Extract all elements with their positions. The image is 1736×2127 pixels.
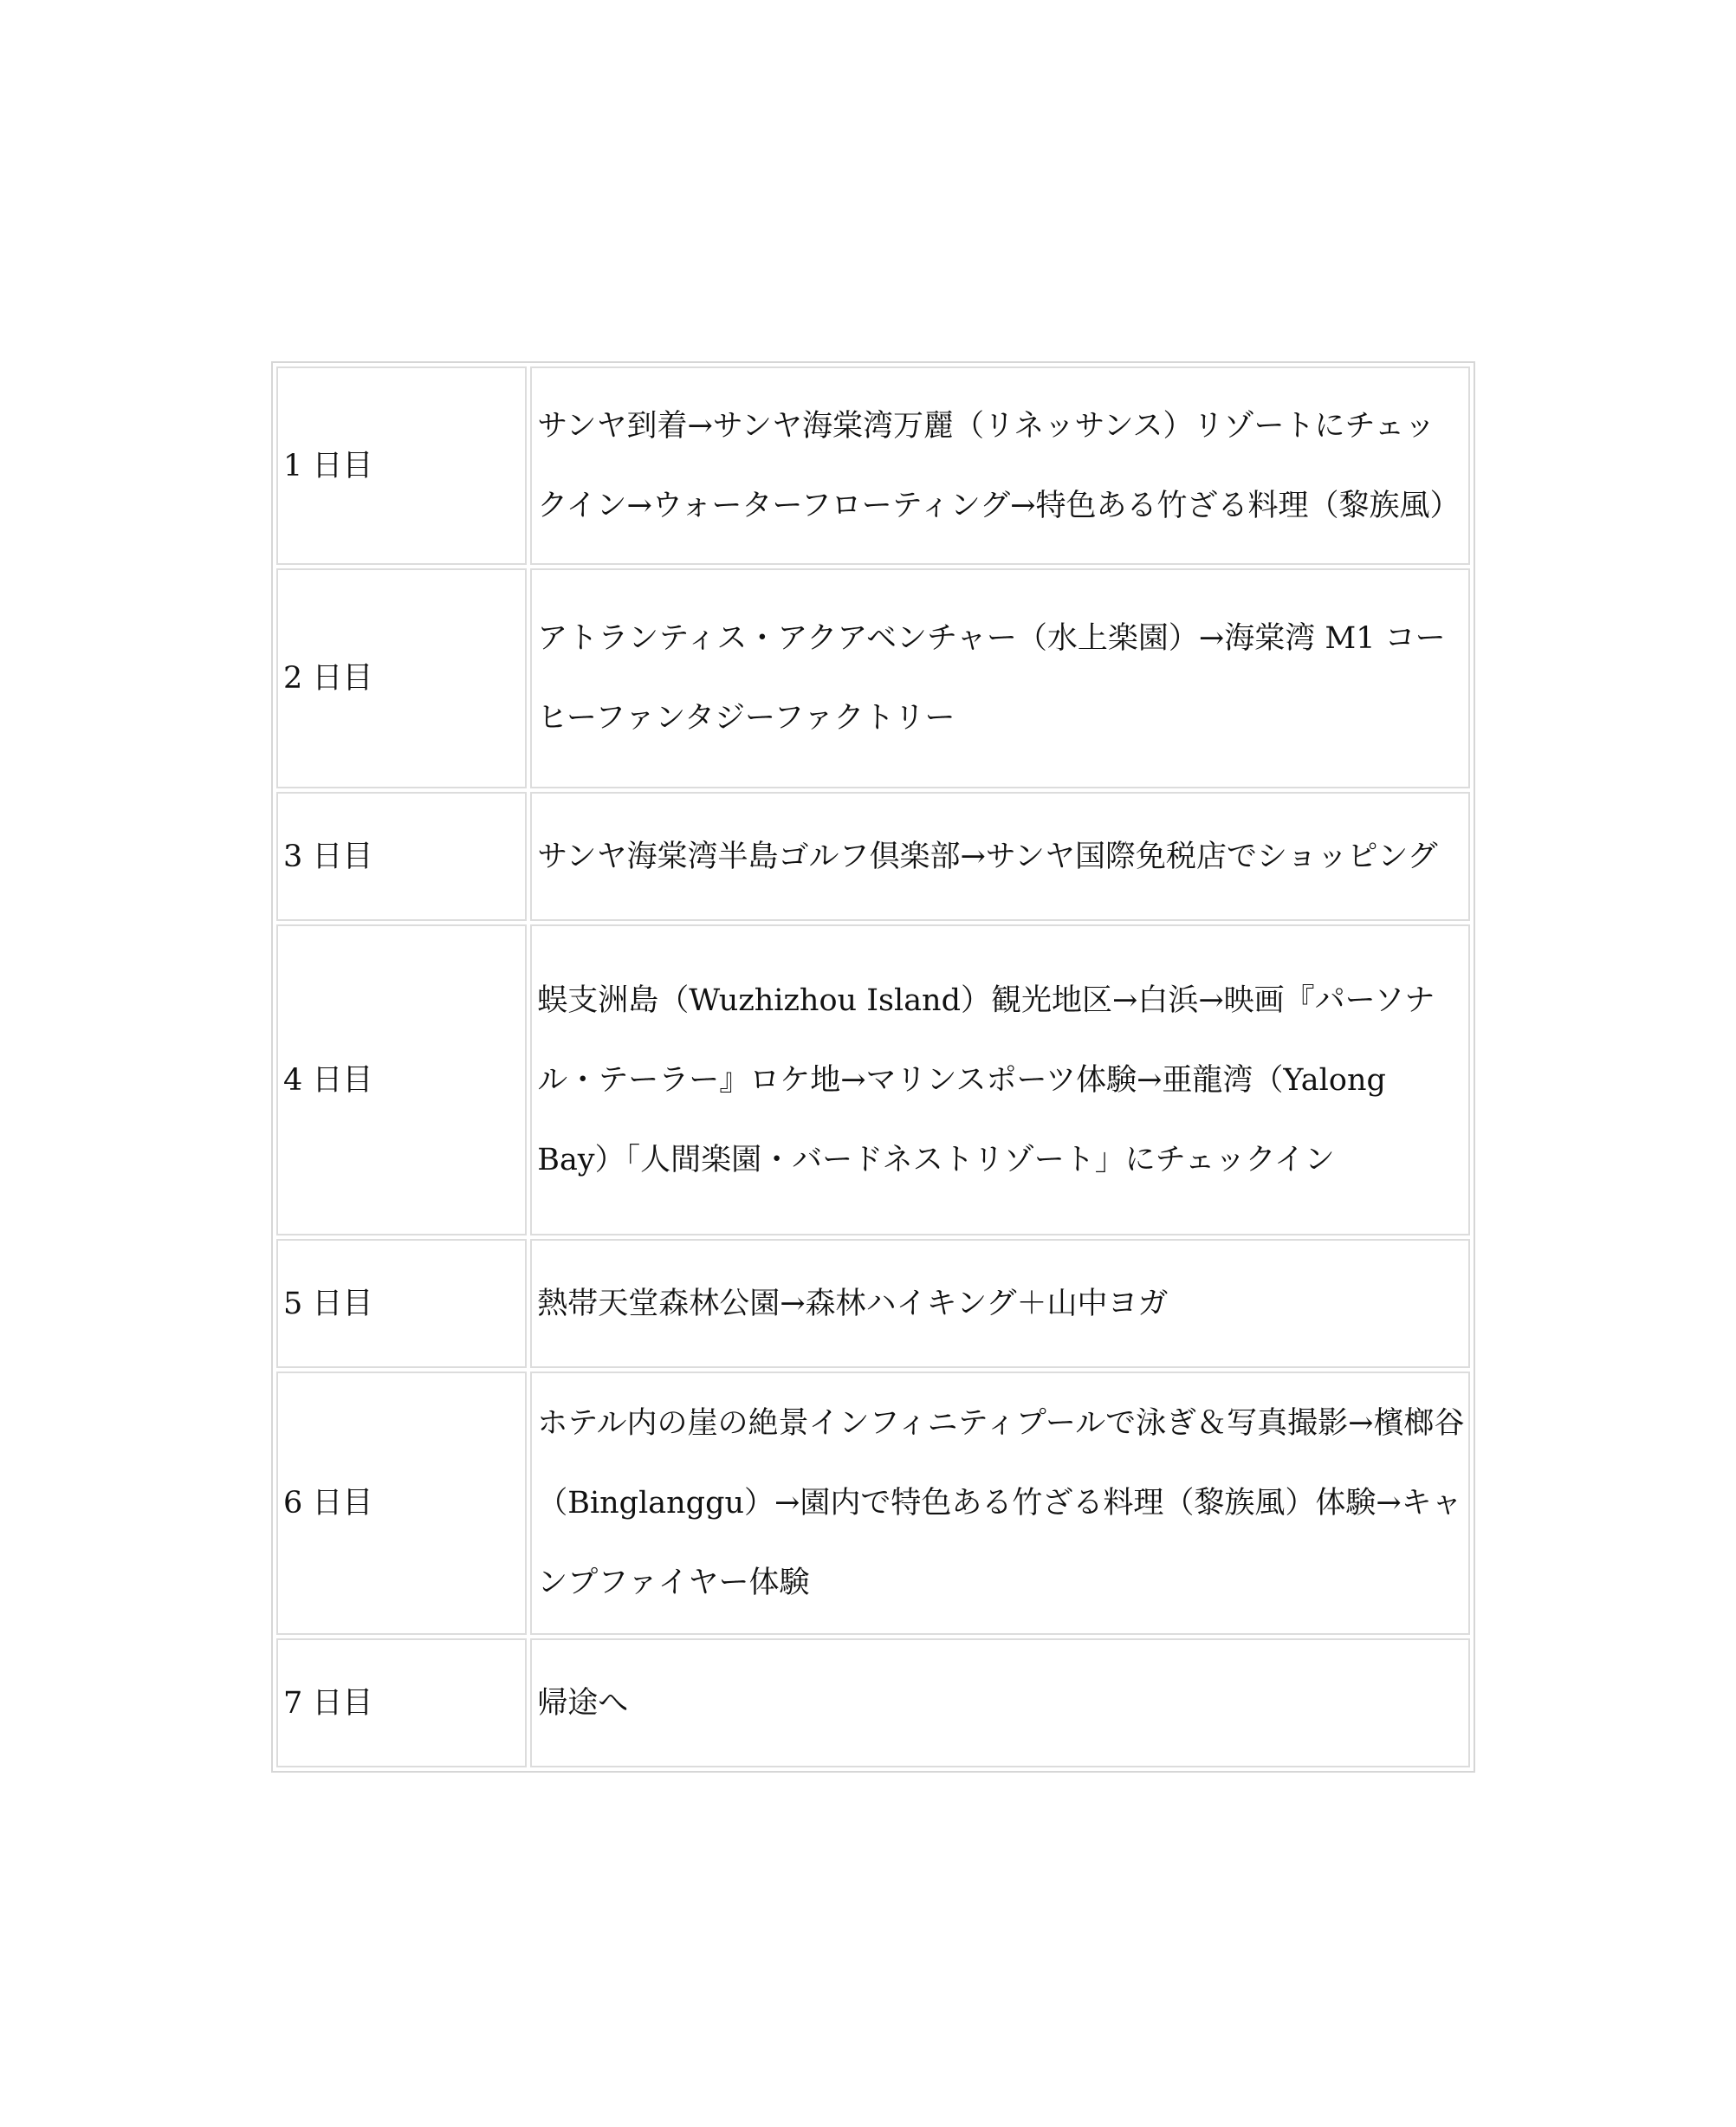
itinerary-row-day-4: [276, 924, 1470, 1235]
day-label: 6 日目: [276, 1372, 527, 1635]
day-plan: 帰途へ: [530, 1638, 1470, 1767]
day-plan: アトランティス・アクアベンチャー（水上楽園）→海棠湾 M1 コーヒーファンタジーファクトリー: [530, 568, 1470, 788]
itinerary-row-day-2: [276, 568, 1470, 788]
itinerary-row-day-6: [276, 1372, 1470, 1635]
itinerary-row-day-7: [276, 1638, 1470, 1767]
day-plan: サンヤ海棠湾半島ゴルフ倶楽部→サンヤ国際免税店でショッピング: [530, 792, 1470, 921]
day-plan: サンヤ到着→サンヤ海棠湾万麗（リネッサンス）リゾートにチェックイン→ウォーターフローティング→特色ある竹ざる料理（黎族風）: [530, 366, 1470, 565]
day-plan: ホテル内の崖の絶景インフィニティプールで泳ぎ＆写真撮影→檳榔谷（Binglanggu）→園内で特色ある竹ざる料理（黎族風）体験→キャンプファイヤー体験: [530, 1372, 1470, 1635]
day-label: 2 日目: [276, 568, 527, 788]
day-label: 4 日目: [276, 924, 527, 1235]
day-label: 5 日目: [276, 1239, 527, 1368]
day-label: 1 日目: [276, 366, 527, 565]
itinerary-row-day-1: [276, 366, 1470, 565]
day-plan: 熱帯天堂森林公園→森林ハイキング＋山中ヨガ: [530, 1239, 1470, 1368]
day-label: 3 日目: [276, 792, 527, 921]
itinerary-row-day-5: [276, 1239, 1470, 1368]
day-plan: 蜈支洲島（Wuzhizhou Island）観光地区→白浜→映画『パーソナル・テーラー』ロケ地→マリンスポーツ体験→亜龍湾（Yalong Bay）「人間楽園・バードネストリゾート」にチェックイン: [530, 924, 1470, 1235]
itinerary-row-day-3: [276, 792, 1470, 921]
itinerary-table: [271, 361, 1475, 1773]
day-label: 7 日目: [276, 1638, 527, 1767]
